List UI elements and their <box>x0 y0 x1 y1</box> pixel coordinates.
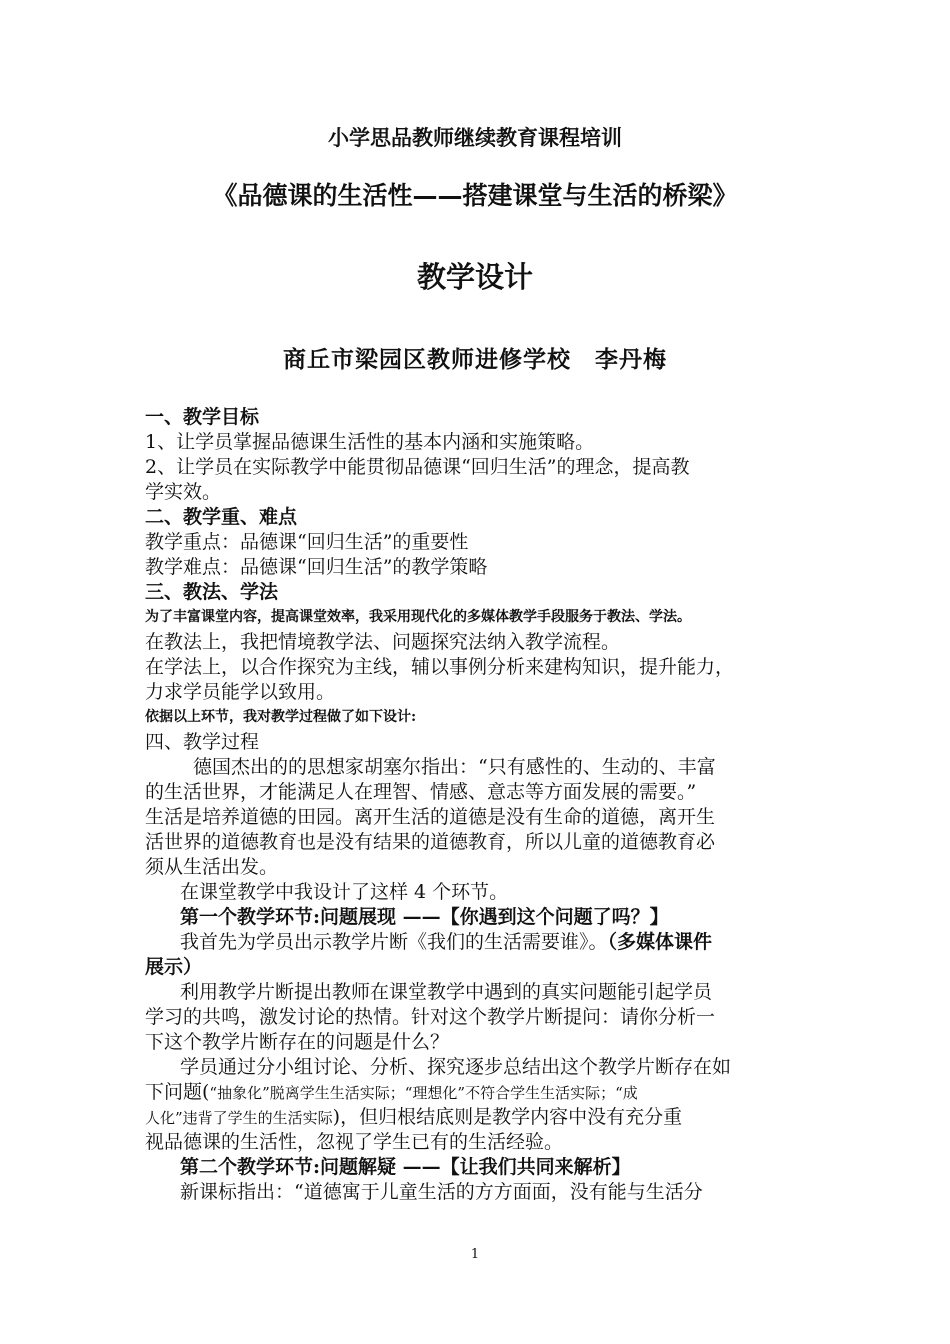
paragraph-line: 须从生活出发。 <box>145 856 279 878</box>
inline-note: 人化”违背了学生的生活实际 <box>145 1109 333 1127</box>
learning-method-cont: 力求学员能学以致用。 <box>145 681 336 703</box>
paragraph-line: 视品德课的生活性，忽视了学生已有的生活经验。 <box>145 1131 564 1153</box>
teaching-method: 在教法上，我把情境教学法、问题探究法纳入教学流程。 <box>145 631 621 653</box>
goal-item-2-cont: 学实效。 <box>145 481 222 503</box>
paragraph-line: 利用教学片断提出教师在课堂教学中遇到的真实问题能引起学员 <box>180 981 713 1003</box>
stage-2-heading: 第二个教学环节:问题解疑 ——【让我们共同来解析】 <box>180 1156 631 1178</box>
course-heading: 小学思品教师继续教育课程培训 <box>328 125 622 150</box>
document-title: 《品德课的生活性——搭建课堂与生活的桥梁》 <box>212 181 738 210</box>
document-subtitle: 教学设计 <box>416 260 533 294</box>
paragraph-line: 新课标指出：“道德寓于儿童生活的方方面面，没有能与生活分 <box>180 1181 703 1203</box>
paragraph-text: 下问题( <box>145 1081 210 1103</box>
paragraph-line <box>145 930 810 955</box>
paragraph-line: 生活是培养道德的田园。离开生活的道德是没有生命的道德，离开生 <box>145 806 716 828</box>
paragraph-text: )，但归根结底则是教学内容中没有充分重 <box>332 1106 683 1128</box>
paragraph-line: 在课堂教学中我设计了这样 4 个环节。 <box>180 881 509 903</box>
paragraph-line: 学员通过分小组讨论、分析、探究逐步总结出这个教学片断存在如 <box>180 1056 732 1078</box>
stage-1-heading: 第一个教学环节:问题展现 ——【你遇到这个问题了吗？】 <box>180 906 669 928</box>
page-number: 1 <box>470 1247 480 1262</box>
paragraph-line: 下这个教学片断存在的问题是什么？ <box>145 1031 450 1053</box>
paragraph-line: 活世界的道德教育也是没有结果的道德教育，所以儿童的道德教育必 <box>145 831 716 853</box>
paragraph-line: 的生活世界，才能满足人在理智、情感、意志等方面发展的需要。” <box>145 781 697 803</box>
key-point: 教学重点：品德课“回归生活”的重要性 <box>145 531 469 553</box>
paragraph-line: 德国杰出的的思想家胡塞尔指出：“只有感性的、生动的、丰富 <box>193 756 716 778</box>
difficult-point: 教学难点：品德课“回归生活”的教学策略 <box>145 556 488 578</box>
author-line: 商丘市梁园区教师进修学校 李丹梅 <box>283 346 667 373</box>
section-heading-goals: 一、教学目标 <box>145 406 260 428</box>
goal-item-2: 2、让学员在实际教学中能贯彻品德课“回归生活”的理念，提高教 <box>145 456 690 478</box>
process-intro: 依据以上环节，我对教学过程做了如下设计: <box>145 709 417 725</box>
document-body <box>145 405 810 1205</box>
learning-method: 在学法上，以合作探究为主线，辅以事例分析来建构知识，提升能力， <box>145 656 735 678</box>
section-heading-process: 四、教学过程 <box>145 731 260 753</box>
inline-note: “抽象化”脱离学生生活实际；“理想化”不符合学生生活实际；“成 <box>209 1084 638 1102</box>
paragraph-line <box>145 1105 810 1130</box>
section-heading-key-points: 二、教学重、难点 <box>145 506 298 528</box>
goal-item-1: 1、让学员掌握品德课生活性的基本内涵和实施策略。 <box>145 431 595 453</box>
paragraph-line: 学习的共鸣，激发讨论的热情。针对这个教学片断提问：请你分析一 <box>145 1006 716 1028</box>
section-heading-methods: 三、教法、学法 <box>145 581 279 603</box>
methods-intro: 为了丰富课堂内容，提高课堂效率，我采用现代化的多媒体教学手段服务于教法、学法。 <box>145 609 691 625</box>
multimedia-note-cont: 展示） <box>145 956 203 978</box>
multimedia-note: （多媒体课件 <box>607 931 713 953</box>
paragraph-text: 我首先为学员出示教学片断《我们的生活需要谁》。 <box>180 931 608 953</box>
paragraph-line <box>145 1080 810 1105</box>
